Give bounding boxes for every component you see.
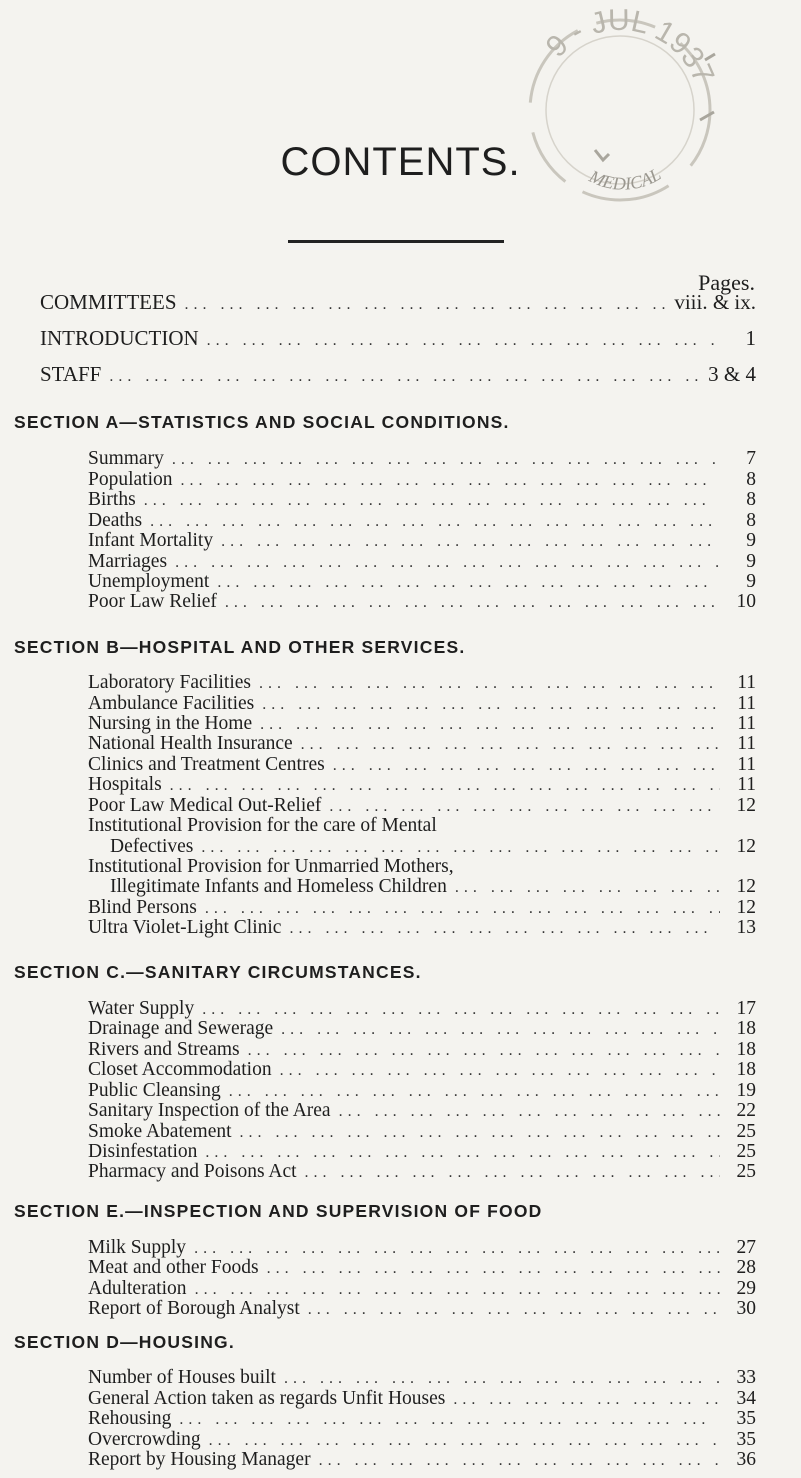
toc-entry-page: 19 [736, 1079, 756, 1101]
leader-dots [207, 333, 720, 349]
toc-entry-label: Water Supply [88, 998, 195, 1020]
leader-dots [175, 555, 720, 571]
toc-entry-label: Report of Borough Analyst [88, 1298, 300, 1320]
toc-entry [88, 1162, 756, 1182]
toc-entry-label: Drainage and Sewerage [88, 1018, 274, 1040]
pages-column-header: Pages. [698, 270, 755, 295]
leader-dots [202, 1002, 720, 1018]
toc-entry-page: 11 [737, 672, 756, 694]
toc-entry-page: 11 [737, 733, 756, 755]
leader-dots [225, 595, 720, 611]
toc-entry-label: Overcrowding [88, 1428, 201, 1450]
toc-entry-page: 18 [736, 1038, 756, 1060]
leader-dots [339, 1104, 720, 1120]
toc-entry [88, 877, 756, 897]
toc-entry-page: 12 [736, 876, 756, 898]
toc-entry [88, 918, 756, 938]
toc-entry [88, 1258, 756, 1278]
toc-entry [88, 999, 756, 1019]
stamp-label: MEDICAL [586, 163, 665, 194]
toc-entry [88, 1430, 756, 1450]
toc-entry [88, 511, 756, 531]
toc-entry-label: Rehousing [88, 1408, 172, 1430]
toc-entry-page: 35 [736, 1428, 756, 1450]
toc-entry-page: 7 [746, 447, 756, 469]
toc-entry [88, 1238, 756, 1258]
toc-entry [88, 1389, 756, 1409]
stamp-date: 9 - JUL 1937 [539, 3, 721, 89]
leader-dots [221, 534, 720, 550]
toc-entry-page: 11 [737, 713, 756, 735]
toc-entry-label: Hospitals [88, 774, 162, 796]
toc-entry-introduction [40, 328, 756, 349]
toc-entry-page: 34 [736, 1387, 756, 1409]
section-heading-c: SECTION C.—SANITARY CIRCUMSTANCES. [14, 962, 422, 983]
toc-entry [88, 1060, 756, 1080]
toc-entry-label: Infant Mortality [88, 530, 214, 552]
toc-entry-label: National Health Insurance [88, 733, 293, 755]
leader-dots [240, 1125, 720, 1141]
leader-dots [305, 1165, 720, 1181]
toc-entry-label: Ultra Violet-Light Clinic [88, 917, 282, 939]
toc-entry-label: Smoke Abatement [88, 1120, 232, 1142]
toc-entry-page: 29 [736, 1277, 756, 1299]
toc-entry-label: Poor Law Medical Out-Relief [88, 794, 322, 816]
toc-entry-label: Disinfestation [88, 1140, 198, 1162]
toc-entry [88, 694, 756, 714]
toc-entry-page: 25 [736, 1140, 756, 1162]
toc-entry [88, 1368, 756, 1388]
leader-dots [455, 880, 720, 896]
toc-entry-label: Sanitary Inspection of the Area [88, 1100, 331, 1122]
toc-entry-page: 12 [736, 835, 756, 857]
toc-entry-label: Blind Persons [88, 896, 197, 918]
leader-dots [229, 1084, 720, 1100]
toc-entry-label: Public Cleansing [88, 1079, 221, 1101]
leader-dots [260, 717, 720, 733]
leader-dots [319, 1453, 720, 1469]
toc-entry [88, 1299, 756, 1319]
leader-dots [301, 737, 720, 753]
toc-entry-page: 10 [736, 591, 756, 613]
toc-entry-label: COMMITTEES [40, 290, 177, 314]
leader-dots [209, 1433, 720, 1449]
toc-entry [88, 1101, 756, 1121]
toc-entry-label: Clinics and Treatment Centres [88, 753, 325, 775]
toc-entry-page: 35 [736, 1408, 756, 1430]
toc-entry-label: Adulteration [88, 1277, 187, 1299]
toc-entry [88, 1081, 756, 1101]
toc-entry [88, 552, 756, 572]
toc-entry-label: Population [88, 468, 173, 490]
toc-entry-label: Unemployment [88, 571, 210, 593]
leader-dots [259, 676, 720, 692]
toc-entry [88, 714, 756, 734]
leader-dots [284, 1371, 720, 1387]
leader-dots [248, 1043, 720, 1059]
toc-entry-staff [40, 364, 756, 385]
leader-dots [144, 493, 720, 509]
toc-entry-page: 12 [736, 896, 756, 918]
leader-dots [185, 297, 667, 313]
toc-entry-page: 22 [736, 1100, 756, 1122]
toc-entry [88, 755, 756, 775]
leader-dots [308, 1302, 720, 1318]
toc-entry-page: 17 [736, 998, 756, 1020]
toc-entry-page: viii. & ix. [674, 290, 756, 314]
leader-dots [281, 1022, 720, 1038]
toc-entry-page: 9 [746, 571, 756, 593]
section-heading-e: SECTION E.—INSPECTION AND SUPERVISION OF FOOD [14, 1201, 543, 1222]
toc-entry [88, 1450, 756, 1470]
toc-entry-label: Laboratory Facilities [88, 672, 251, 694]
toc-entry-label: Pharmacy and Poisons Act [88, 1161, 297, 1183]
toc-entry-committees [40, 292, 756, 313]
page-title: CONTENTS. [280, 140, 521, 184]
toc-entry-label: Milk Supply [88, 1236, 187, 1258]
toc-entry [88, 1142, 756, 1162]
toc-entry-label: General Action taken as regards Unfit Houses [88, 1387, 446, 1409]
toc-entry-page: 11 [737, 753, 756, 775]
leader-dots [217, 575, 720, 591]
toc-entry-page: 12 [736, 794, 756, 816]
toc-entry-label: Nursing in the Home [88, 713, 253, 735]
leader-dots [453, 1392, 720, 1408]
leader-dots [262, 697, 720, 713]
toc-entry-label: Summary [88, 447, 164, 469]
toc-entry-label: Rivers and Streams [88, 1038, 240, 1060]
toc-entry-label: INTRODUCTION [40, 326, 199, 350]
toc-entry-label: Births [88, 489, 136, 511]
toc-entry [88, 734, 756, 754]
toc-entry [88, 592, 756, 612]
leader-dots [181, 473, 720, 489]
leader-dots [150, 514, 720, 530]
toc-entry-label: Closet Accommodation [88, 1059, 272, 1081]
toc-entry-page: 8 [746, 489, 756, 511]
leader-dots [280, 1063, 720, 1079]
toc-entry-page: 27 [736, 1236, 756, 1258]
toc-entry [88, 1409, 756, 1429]
toc-entry [88, 531, 756, 551]
leader-dots [289, 921, 720, 937]
leader-dots [172, 452, 720, 468]
section-heading-b: SECTION B—HOSPITAL AND OTHER SERVICES. [14, 636, 466, 657]
leader-dots [267, 1261, 720, 1277]
toc-entry-page: 3 & 4 [708, 362, 756, 386]
leader-dots [333, 758, 720, 774]
toc-entry [88, 490, 756, 510]
toc-entry-label: Meat and other Foods [88, 1257, 259, 1279]
toc-entry [88, 837, 756, 857]
leader-dots [205, 1145, 720, 1161]
toc-entry [88, 572, 756, 592]
toc-entry-label-continued: Institutional Provision for the care of Mental [88, 815, 437, 837]
toc-entry-page: 25 [736, 1161, 756, 1183]
toc-entry-page: 8 [746, 468, 756, 490]
toc-entry-page: 11 [737, 774, 756, 796]
toc-entry [88, 449, 756, 469]
toc-entry-page: 28 [736, 1257, 756, 1279]
leader-dots [194, 1241, 720, 1257]
section-heading-a: SECTION A—STATISTICS AND SOCIAL CONDITIONS. [14, 412, 510, 432]
toc-entry-label: Defectives [110, 835, 194, 857]
section-heading-d: SECTION D—HOUSING. [14, 1331, 235, 1352]
toc-entry [88, 1019, 756, 1039]
toc-entry-page: 9 [746, 550, 756, 572]
toc-entry-label-continued: Institutional Provision for Unmarried Mothers, [88, 855, 454, 877]
toc-entry-label: Report by Housing Manager [88, 1449, 311, 1470]
title-underline [288, 240, 504, 243]
toc-entry-page: 36 [736, 1449, 756, 1470]
toc-entry-label: Marriages [88, 550, 168, 572]
toc-entry-label: Ambulance Facilities [88, 692, 255, 714]
toc-entry-page: 25 [736, 1120, 756, 1142]
toc-entry-label: Poor Law Relief [88, 591, 217, 613]
toc-entry-label: Deaths [88, 509, 143, 531]
leader-dots [329, 799, 720, 815]
toc-entry-page: 18 [736, 1018, 756, 1040]
toc-entry [88, 775, 756, 795]
toc-entry [88, 1040, 756, 1060]
toc-entry [88, 796, 756, 816]
toc-entry-page: 13 [736, 917, 756, 939]
toc-entry-page: 9 [746, 530, 756, 552]
toc-entry-page: 18 [736, 1059, 756, 1081]
toc-entry [88, 673, 756, 693]
toc-entry-page: 11 [737, 692, 756, 714]
toc-entry-page: 1 [745, 326, 756, 350]
toc-entry-page: 33 [736, 1367, 756, 1389]
leader-dots [179, 1412, 720, 1428]
toc-entry [88, 470, 756, 490]
toc-entry-label: Illegitimate Infants and Homeless Children [110, 876, 447, 898]
leader-dots [201, 840, 720, 856]
svg-text:9 - JUL 1937 [540, 4, 720, 88]
toc-entry-page: 8 [746, 509, 756, 531]
leader-dots [170, 778, 720, 794]
toc-entry-label: Number of Houses built [88, 1367, 276, 1389]
toc-entry [88, 1279, 756, 1299]
toc-entry-label: STAFF [40, 362, 102, 386]
toc-entry [88, 1122, 756, 1142]
leader-dots [109, 369, 700, 385]
leader-dots [195, 1282, 720, 1298]
toc-entry-page: 30 [736, 1298, 756, 1320]
toc-entry [88, 898, 756, 918]
leader-dots [205, 901, 720, 917]
